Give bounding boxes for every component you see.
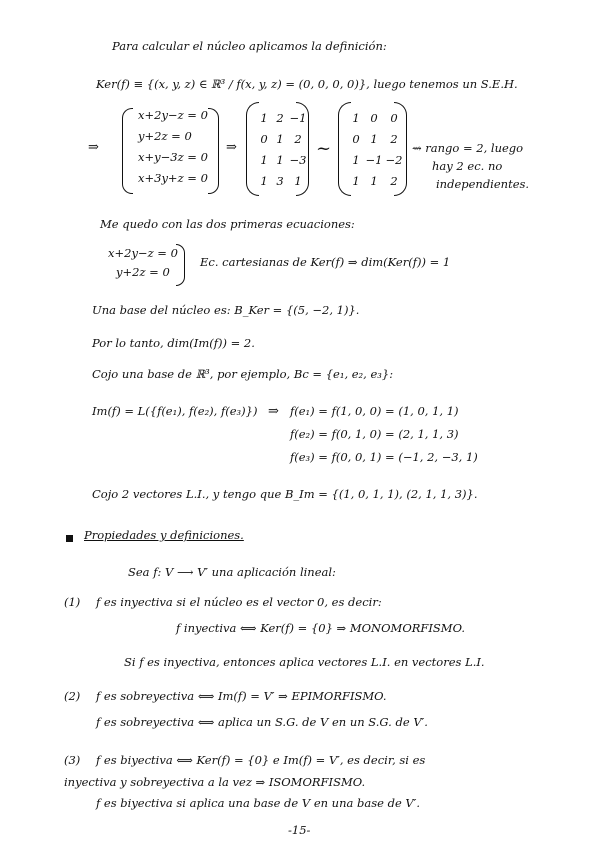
prop-1-detail: f inyectiva ⟺ Ker(f) = {0} ⇒ MONOMORFISMO.	[176, 621, 465, 635]
matrix-2-cell-3-1: 1	[370, 174, 378, 188]
matrix-1-cell-2-0: 1	[260, 153, 268, 167]
f-e3: f(e₃) = f(0, 0, 1) = (−1, 2, −3, 1)	[290, 450, 478, 464]
matrix-2-cell-3-0: 1	[352, 174, 360, 188]
equivalence-tilde: ~	[316, 138, 332, 159]
matrix-2-cell-1-1: 1	[370, 132, 378, 146]
f-e1: f(e₁) = f(1, 0, 0) = (1, 0, 1, 1)	[290, 404, 459, 418]
matrix-2-cell-3-2: 2	[390, 174, 398, 188]
implies-arrow: ⇒	[88, 140, 99, 155]
matrix-2-cell-0-0: 1	[352, 111, 360, 125]
section-bullet	[66, 535, 73, 542]
matrix-2-cell-2-1: −1	[365, 153, 383, 167]
prop-1-note: Si f es inyectiva, entonces aplica vectores L.I. en vectores L.I.	[124, 655, 485, 669]
prop-2: f es sobreyectiva ⟺ Im(f) = V′ ⇒ EPIMORFISMO.	[96, 689, 387, 703]
reduced-brace	[176, 244, 185, 286]
rank-note-3: independientes.	[436, 177, 530, 191]
rank-note-1: ⇝ rango = 2, luego	[412, 141, 524, 155]
matrix-1-cell-1-0: 0	[260, 132, 268, 146]
matrix-1-cell-1-2: 2	[294, 132, 302, 146]
reduced-eq-2: y+2z = 0	[116, 265, 170, 279]
matrix-1-cell-3-2: 1	[294, 174, 302, 188]
equation-1: x+2y−z = 0	[138, 108, 208, 122]
reduced-intro: Me quedo con las dos primeras ecuaciones:	[100, 217, 355, 231]
rank-note-2: hay 2 ec. no	[432, 159, 503, 173]
matrix-1-cell-3-1: 3	[276, 174, 284, 188]
prop-3: f es biyectiva ⟺ Ker(f) = {0} e Im(f) = V′, es decir, si es	[96, 753, 426, 767]
section-title: Propiedades y definiciones.	[84, 528, 244, 542]
system-brace-right	[208, 108, 219, 194]
base-canonical: Cojo una base de ℝ³, por ejemplo, Bc = {e₁, e₂, e₃}:	[92, 367, 394, 381]
matrix-1-cell-0-0: 1	[260, 111, 268, 125]
matrix-2-cell-0-1: 0	[370, 111, 378, 125]
prop-3-note: f es biyectiva si aplica una base de V en una base de V′.	[96, 796, 420, 810]
intro-line-1: Para calcular el núcleo aplicamos la definición:	[112, 39, 387, 53]
matrix-2-cell-2-0: 1	[352, 153, 360, 167]
dim-image: Por lo tanto, dim(Im(f)) = 2.	[92, 336, 255, 350]
prop-1-number: (1)	[64, 595, 81, 609]
prop-2-number: (2)	[64, 689, 81, 703]
matrix-1-cell-1-1: 1	[276, 132, 284, 146]
system-brace	[122, 108, 133, 194]
matrix-1-cell-2-2: −3	[289, 153, 307, 167]
matrix-2-cell-2-2: −2	[385, 153, 403, 167]
matrix-2-paren-right	[394, 102, 407, 196]
cartesian-label: Ec. cartesianas de Ker(f) ⇒ dim(Ker(f)) = 1	[200, 255, 451, 269]
equation-2: y+2z = 0	[138, 129, 192, 143]
base-kernel: Una base del núcleo es: B_Ker = {(5, −2, 1)}.	[92, 303, 360, 317]
prop-1: f es inyectiva si el núcleo es el vector 0, es decir:	[96, 595, 382, 609]
matrix-1-cell-3-0: 1	[260, 174, 268, 188]
matrix-2-cell-0-2: 0	[390, 111, 398, 125]
matrix-2-cell-1-2: 2	[390, 132, 398, 146]
equation-3: x+y−3z = 0	[138, 150, 208, 164]
reduced-eq-1: x+2y−z = 0	[108, 246, 178, 260]
image-arrow: ⇒	[268, 404, 279, 419]
prop-3-number: (3)	[64, 753, 81, 767]
prop-3-detail: inyectiva y sobreyectiva a la vez ⇒ ISOMORFISMO.	[64, 775, 366, 789]
image-span: Im(f) = L({f(e₁), f(e₂), f(e₃)})	[92, 404, 258, 418]
prop-2-detail: f es sobreyectiva ⟺ aplica un S.G. de V en un S.G. de V′.	[96, 715, 428, 729]
page-number: -15-	[288, 823, 311, 837]
matrix-1-cell-0-2: −1	[289, 111, 307, 125]
implies-arrow-2: ⇒	[226, 140, 237, 155]
matrix-1-paren-right	[296, 102, 309, 196]
matrix-1-cell-2-1: 1	[276, 153, 284, 167]
intro-line-2: Ker(f) ≡ {(x, y, z) ∈ ℝ³ / f(x, y, z) = (0, 0, 0, 0)}, luego tenemos un S.E.H.	[96, 77, 518, 91]
equation-4: x+3y+z = 0	[138, 171, 208, 185]
matrix-2-cell-1-0: 0	[352, 132, 360, 146]
matrix-1-cell-0-1: 2	[276, 111, 284, 125]
f-e2: f(e₂) = f(0, 1, 0) = (2, 1, 1, 3)	[290, 427, 459, 441]
section-intro: Sea f: V ⟶ V′ una aplicación lineal:	[128, 565, 336, 579]
base-image: Cojo 2 vectores L.I., y tengo que B_Im = {(1, 0, 1, 1), (2, 1, 1, 3)}.	[92, 487, 478, 501]
